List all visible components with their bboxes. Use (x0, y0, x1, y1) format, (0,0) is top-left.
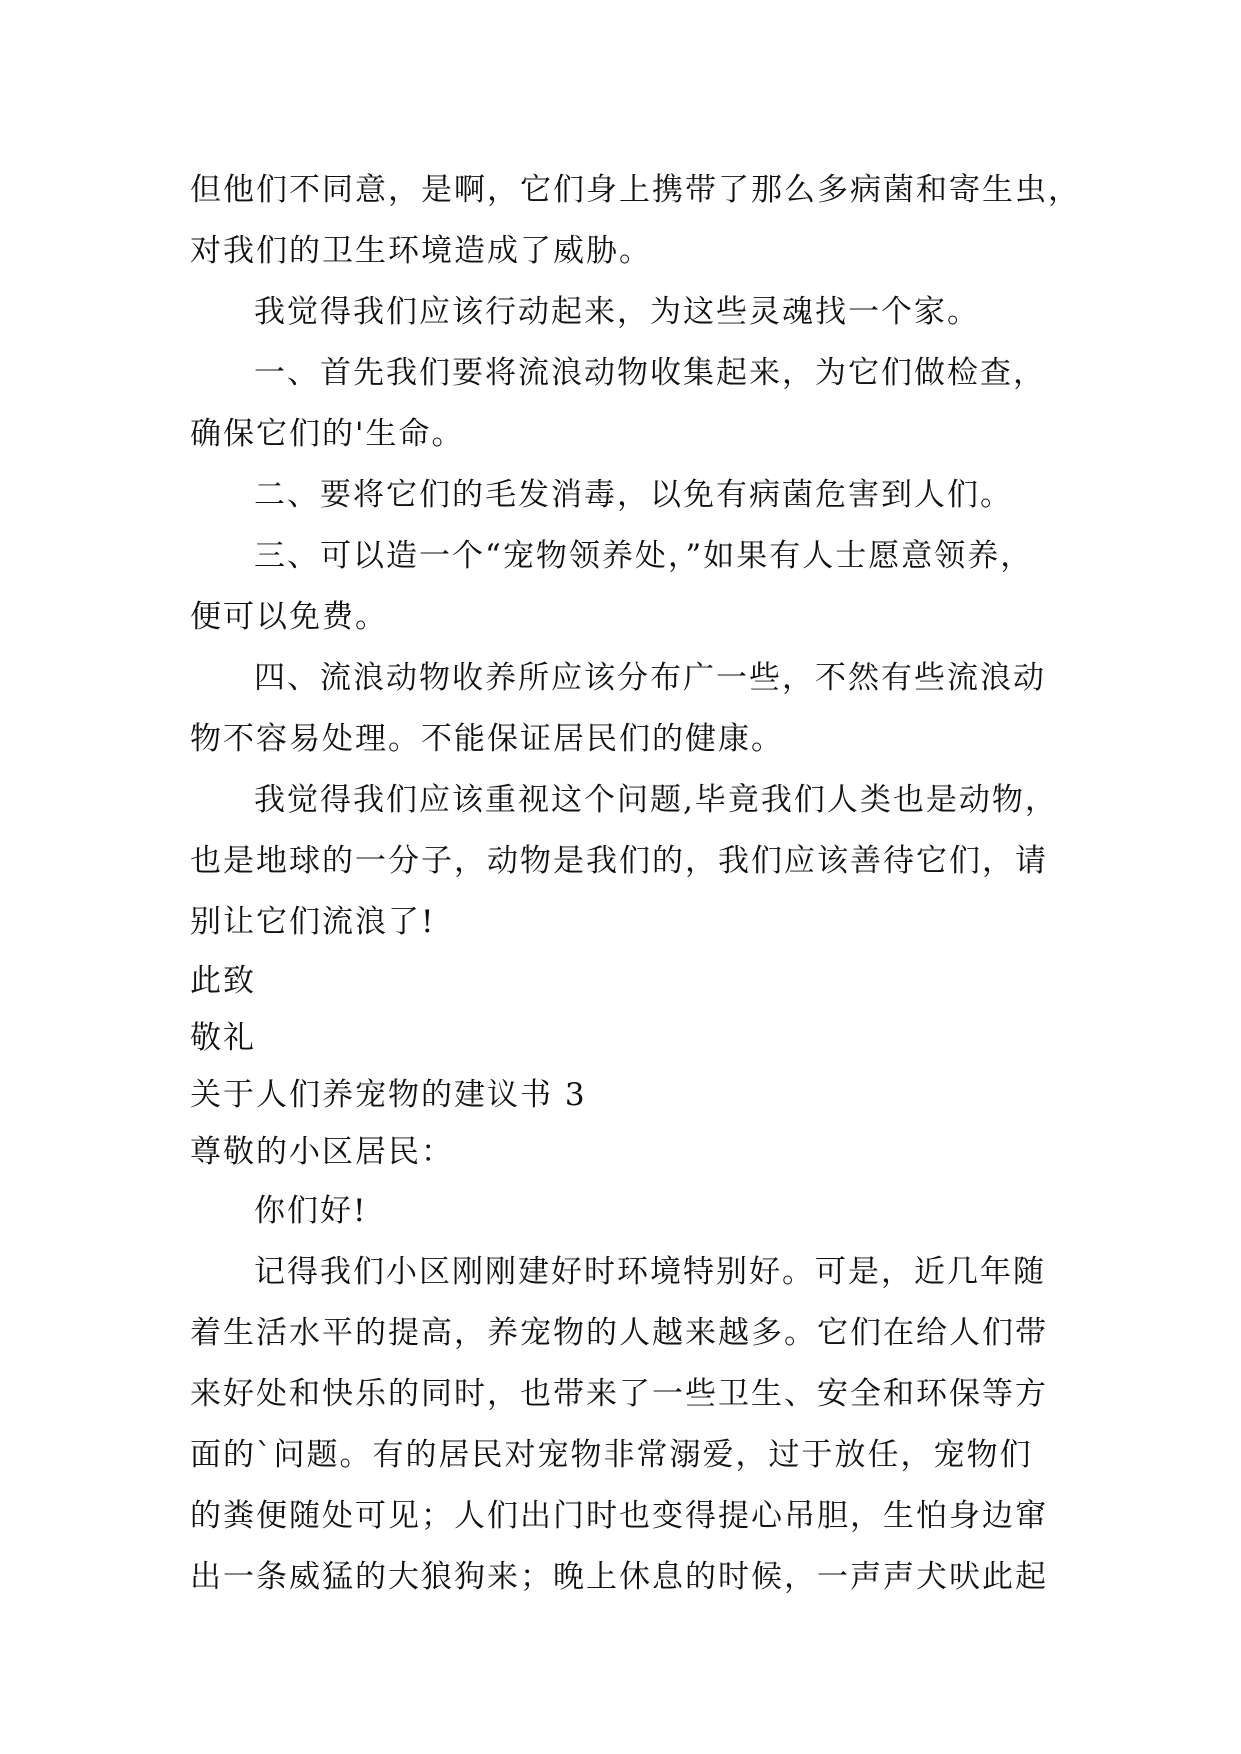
text-line: 来好处和快乐的同时，也带来了一些卫生、安全和环保等方 (190, 1376, 1048, 1412)
section-title: 关于人们养宠物的建议书 3 (190, 1077, 587, 1113)
text-line: 别让它们流浪了! (190, 904, 436, 940)
text-line: 着生活水平的提高，养宠物的人越来越多。它们在给人们带 (190, 1315, 1048, 1351)
text-line: 便可以免费。 (190, 599, 388, 635)
text-line: 但他们不同意，是啊，它们身上携带了那么多病菌和寄生虫， (190, 172, 1081, 208)
list-item-line: 四、流浪动物收养所应该分布广一些，不然有些流浪动 (254, 660, 1046, 696)
paragraph-line: 我觉得我们应该重视这个问题,毕竟我们人类也是动物， (254, 782, 1058, 818)
text-line: 面的`问题。有的居民对宠物非常溺爱，过于放任，宠物们 (190, 1437, 1033, 1473)
list-item-line: 一、首先我们要将流浪动物收集起来，为它们做检查， (254, 355, 1046, 391)
text-line: 物不容易处理。不能保证居民们的健康。 (190, 721, 784, 757)
list-item-line: 三、可以造一个“宠物领养处，”如果有人士愿意领养， (254, 538, 1034, 574)
closing-line: 此致 (190, 963, 256, 999)
closing-line: 敬礼 (190, 1020, 256, 1056)
list-item-line: 二、要将它们的毛发消毒，以免有病菌危害到人们。 (254, 477, 1013, 513)
paragraph-line: 我觉得我们应该行动起来，为这些灵魂找一个家。 (254, 294, 980, 330)
text-line: 对我们的卫生环境造成了威胁。 (190, 233, 652, 269)
document-body (190, 160, 1081, 1608)
text-line: 确保它们的'生命。 (190, 416, 465, 452)
greeting: 你们好! (254, 1193, 368, 1229)
text-line: 出一条威猛的大狼狗来；晚上休息的时候，一声声犬吠此起 (190, 1559, 1048, 1595)
text-line: 也是地球的一分子，动物是我们的，我们应该善待它们，请 (190, 843, 1048, 879)
paragraph-line: 记得我们小区刚刚建好时环境特别好。可是，近几年随 (254, 1254, 1046, 1290)
text-line: 的粪便随处可见；人们出门时也变得提心吊胆，生怕身边窜 (190, 1498, 1048, 1534)
salutation: 尊敬的小区居民： (190, 1134, 454, 1170)
